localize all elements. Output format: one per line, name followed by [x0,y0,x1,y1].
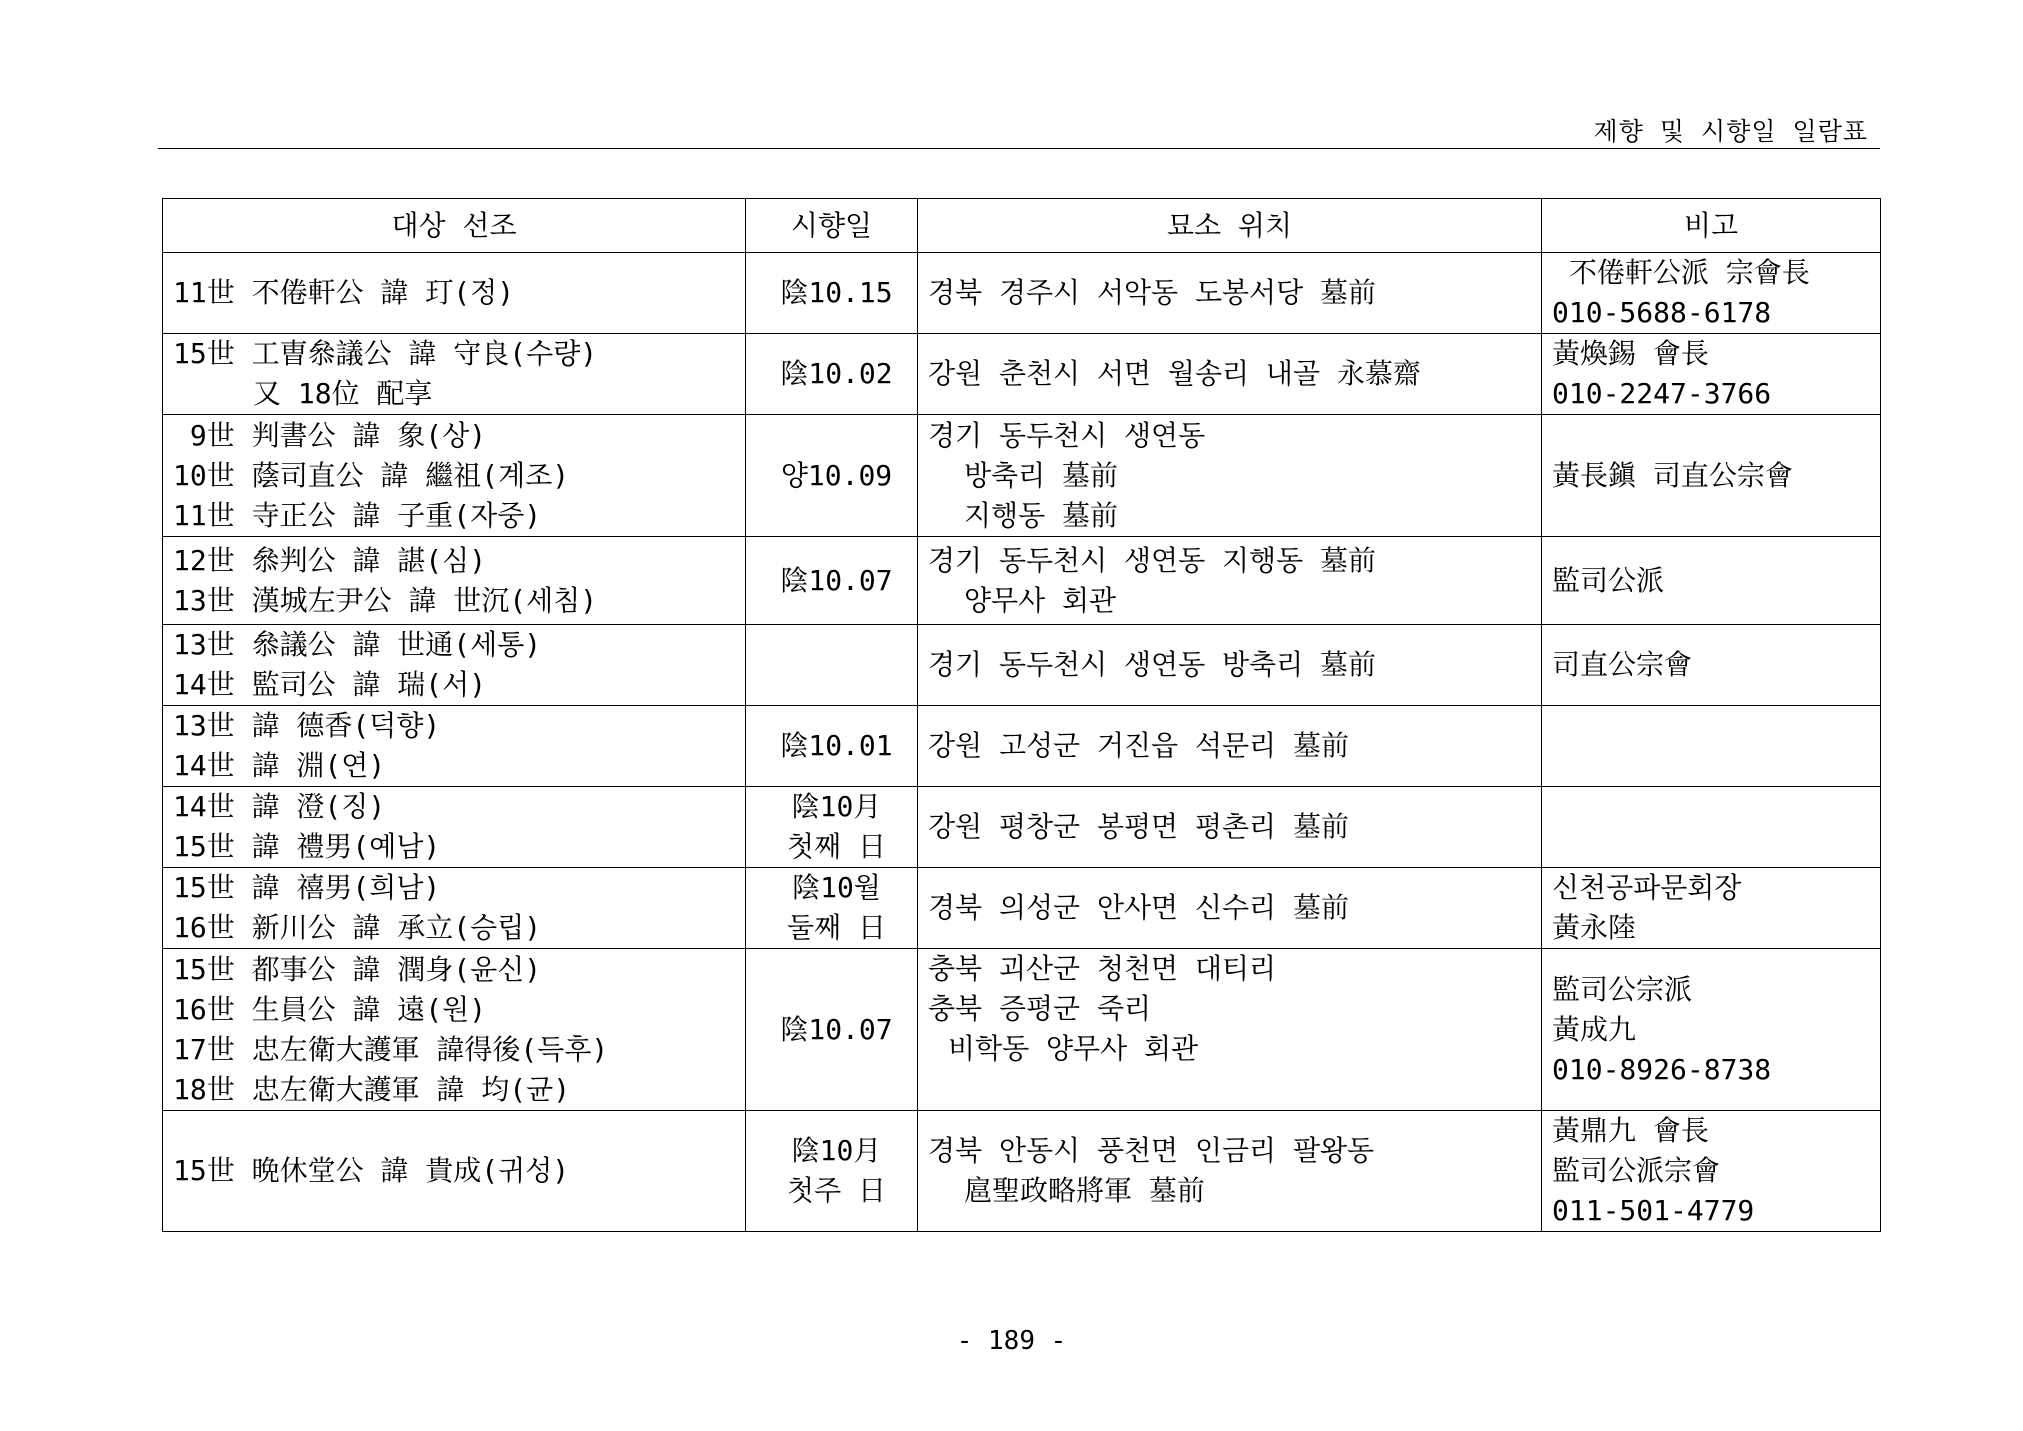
note-phone: 011-501-4779 [1552,1194,1755,1227]
ancestor-line: 14世 監司公 諱 瑞(서) [173,668,487,701]
note-cell [1542,334,1881,415]
table-header-row [163,199,1881,253]
location-line: 지행동 墓前 [964,498,1119,532]
ancestor-cell [163,253,746,334]
table-row [163,949,1881,1111]
location-line: 강원 평창군 봉평면 평촌리 墓前 [928,810,1349,843]
column-header-location: 묘소 위치 [918,199,1542,253]
ancestor-line: 17世 忠左衛大護軍 諱得後(득후) [173,1032,609,1066]
date-line: 둘째 日 [787,911,886,944]
ancestor-cell [163,415,746,537]
ancestor-line: 13世 漢城左尹公 諱 世沉(세침) [173,583,598,617]
note-cell [1542,253,1881,334]
date-line: 陰10.01 [780,729,893,762]
ancestral-rites-table [162,198,1881,1232]
note-phone: 010-2247-3766 [1552,377,1772,410]
ancestor-cell [163,868,746,949]
note-cell [1542,415,1881,537]
note-line: 監司公宗派 [1552,972,1693,1006]
note-cell [1542,787,1881,868]
ancestor-line: 12世 叅判公 諱 諶(심) [173,543,487,577]
ancestor-line: 16世 新川公 諱 承立(승립) [173,911,542,944]
location-line: 경북 의성군 안사면 신수리 墓前 [928,891,1349,924]
date-cell [746,868,918,949]
date-cell [746,949,918,1111]
date-cell [746,415,918,537]
note-line: 監司公派 [1552,563,1665,597]
note-cell [1542,706,1881,787]
date-line: 陰10.07 [780,563,893,597]
date-line: 陰10.02 [780,357,893,390]
date-line: 陰10월 [792,871,881,904]
table-row [163,537,1881,625]
note-line: 黃長鎭 司直公宗會 [1552,458,1793,492]
ancestor-line: 16世 生員公 諱 遠(원) [173,992,487,1026]
location-cell [918,625,1542,706]
page-header [158,112,1880,149]
note-cell [1542,868,1881,949]
location-line: 扈聖政略將軍 墓前 [964,1174,1205,1207]
table-row [163,253,1881,334]
date-cell [746,334,918,415]
location-cell [918,949,1542,1111]
note-line: 黃永陸 [1552,911,1637,944]
table-row [163,415,1881,537]
date-cell [746,706,918,787]
date-line: 첫째 日 [787,830,886,863]
ancestor-line: 13世 叅議公 諱 世通(세통) [173,628,542,661]
ancestor-line: 13世 諱 德香(덕향) [173,709,441,742]
ancestor-line: 14世 諱 淵(연) [173,749,386,782]
ancestor-line: 又 18位 配享 [253,377,433,410]
date-line: 陰10月 [791,1134,882,1167]
ancestor-line: 18世 忠左衛大護軍 諱 均(균) [173,1072,571,1106]
table-row [163,787,1881,868]
ancestor-line: 15世 晩休堂公 諱 貴成(귀성) [173,1154,570,1187]
note-cell [1542,949,1881,1111]
ancestor-line: 10世 蔭司直公 諱 繼祖(계조) [173,458,570,492]
location-cell [918,868,1542,949]
note-cell [1542,625,1881,706]
ancestor-cell [163,706,746,787]
location-line: 강원 고성군 거진읍 석문리 墓前 [928,729,1349,762]
location-line: 충북 증평군 죽리 [928,992,1152,1025]
note-line: 司直公宗會 [1552,648,1693,681]
note-line: 黃鼎九 會長 [1552,1114,1709,1147]
note-line: 黃成九 [1552,1012,1637,1046]
location-cell [918,787,1542,868]
date-line: 陰10.07 [780,1012,893,1046]
location-cell [918,334,1542,415]
ancestor-cell [163,334,746,415]
column-header-note: 비고 [1542,199,1881,253]
page-number: - 189 - [956,1326,1067,1356]
date-line: 양10.09 [780,458,893,492]
table-row [163,706,1881,787]
note-line: 監司公派宗會 [1552,1154,1721,1187]
note-line: 신천공파문회장 [1552,871,1742,904]
date-cell [746,537,918,625]
location-line: 강원 춘천시 서면 월송리 내골 永慕齋 [928,357,1421,390]
location-line: 경북 안동시 풍천면 인금리 팔왕동 [928,1134,1375,1167]
date-cell [746,625,918,706]
ancestor-line: 15世 諱 禮男(예남) [173,830,441,863]
location-cell [918,537,1542,625]
date-cell [746,1111,918,1232]
table-row [163,334,1881,415]
location-cell [918,706,1542,787]
ancestor-line: 15世 諱 禧男(희남) [173,871,441,904]
location-line: 양무사 회관 [964,583,1117,617]
location-line: 경기 동두천시 생연동 방축리 墓前 [928,648,1377,681]
note-cell [1542,1111,1881,1232]
ancestor-line: 15世 都事公 諱 潤身(윤신) [173,952,542,986]
ancestor-cell [163,537,746,625]
column-header-ancestor: 대상 선조 [163,199,746,253]
ancestor-line: 11世 不倦軒公 諱 玎(정) [173,276,515,309]
ancestor-cell [163,625,746,706]
table-row [163,625,1881,706]
location-cell [918,253,1542,334]
location-line: 충북 괴산군 청천면 대티리 [928,952,1277,985]
ancestor-cell [163,1111,746,1232]
location-line: 경북 경주시 서악동 도봉서당 墓前 [928,276,1377,309]
date-cell [746,253,918,334]
column-header-date: 시향일 [746,199,918,253]
location-line: 비학동 양무사 회관 [948,1032,1199,1065]
table-row [163,868,1881,949]
ancestor-line: 11世 寺正公 諱 子重(자중) [173,498,542,532]
note-line: 不倦軒公派 宗會長 [1552,256,1810,289]
note-line: 黃煥錫 會長 [1552,337,1709,370]
ancestor-cell [163,949,746,1111]
date-line: 陰10.15 [780,276,893,309]
date-cell [746,787,918,868]
date-line: 陰10月 [791,790,882,823]
location-cell [918,415,1542,537]
table-row [163,1111,1881,1232]
location-line: 경기 동두천시 생연동 지행동 墓前 [928,543,1377,577]
ancestor-line: 15世 工曺叅議公 諱 守良(수량) [173,337,598,370]
location-cell [918,1111,1542,1232]
ancestor-line: 14世 諱 澄(징) [173,790,386,823]
note-phone: 010-5688-6178 [1552,296,1772,329]
ancestor-cell [163,787,746,868]
date-line: 첫주 日 [787,1174,886,1207]
ancestor-line: 9世 判書公 諱 象(상) [173,418,487,452]
note-cell [1542,537,1881,625]
note-phone: 010-8926-8738 [1552,1052,1772,1086]
location-line: 방축리 墓前 [964,458,1119,492]
location-line: 경기 동두천시 생연동 [928,418,1206,452]
header-title: 제향 및 시향일 일람표 [1593,117,1868,146]
